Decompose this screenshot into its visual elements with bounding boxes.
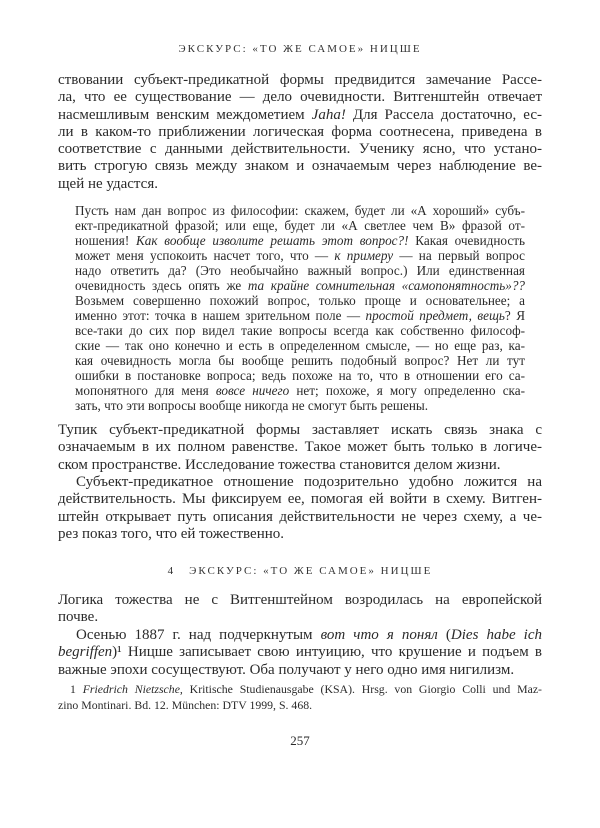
text-segment: Какая очевидность [408, 233, 525, 248]
text-line [58, 609, 542, 626]
text-segment: щей не удастся. [58, 175, 158, 192]
section-title: ЭКСКУРС: «ТО ЖЕ САМОЕ» НИЦШЕ [189, 565, 433, 577]
text-line [75, 353, 525, 368]
text-line [75, 383, 525, 398]
text-segment: Возьмем совершенно похожий вопрос, только проще и основательнее; а [75, 293, 525, 308]
text-line [58, 474, 542, 491]
text-segment: почве. [58, 609, 99, 626]
italic-text: begriffen [58, 644, 113, 661]
text-segment: мопонятного для меня [75, 383, 216, 398]
text-line [58, 439, 542, 456]
text-segment: Для Рассела достаточно, ес- [345, 106, 542, 123]
text-segment: Kritische Studienausgabe (KSA). Hrsg. von Giorgio Colli und Maz- [182, 682, 542, 696]
text-line [58, 457, 542, 474]
text-segment: действительность. Мы фиксируем ее, помогая ей войти в схему. Витген- [58, 491, 542, 508]
text-line [75, 308, 525, 323]
section-number: 4 [167, 565, 176, 577]
italic-text: простой предмет, вещь [365, 308, 505, 323]
running-head: ЭКСКУРС: «ТО ЖЕ САМОЕ» НИЦШЕ [178, 43, 422, 55]
text-line [58, 72, 542, 89]
text-line [75, 203, 525, 218]
text-line [75, 338, 525, 353]
text-line [58, 491, 542, 508]
italic-text: та крайне сомнительная «самопонятность»?? [247, 278, 526, 293]
text-segment: ? Я [504, 308, 525, 323]
text-segment: вить строгую связь между знаком и означаемым через наблюдение ве- [58, 158, 542, 175]
text-line [75, 293, 525, 308]
text-segment: ствовании субъект-предикатной формы предвидится замечание Рассе- [58, 72, 542, 88]
text-segment: насмешливым венским междометием [58, 106, 312, 123]
text-line [58, 158, 542, 175]
text-segment: надо ответить да? (Это необычайно важный вопрос.) Или единственная [75, 263, 525, 278]
text-segment: ект-предикатной фразой; или еще, будет ли «А светлее чем В» фразой от- [75, 218, 525, 233]
italic-text: Friedrich Nietzsche, [82, 682, 183, 696]
text-line [58, 698, 542, 714]
text-segment: все-таки до сих пор видел такие вопросы всегда как собственно философ- [75, 323, 525, 338]
text-segment: ские — так оно конечно и есть в определенном смысле, — но еще раз, ка- [75, 338, 525, 353]
italic-text: к примеру [334, 248, 394, 263]
paragraph [58, 627, 542, 679]
text-segment: штейн открывает путь описания действительности не через схему, а че- [58, 508, 542, 525]
text-segment: важные эпохи сосуществуют. Оба получают у него одно имя нигилизм. [58, 661, 515, 678]
text-segment: очевидность здесь опять же [75, 278, 248, 293]
text-segment: )¹ Ницше записывает свою интуицию, что крушение и подъем в [112, 644, 542, 661]
text-line [58, 176, 542, 193]
italic-text: Jaha! [311, 106, 346, 123]
text-line [58, 627, 542, 644]
text-line [75, 323, 525, 338]
text-segment: ли в каком-то приближении логическая форма соотнесена, приведена в [58, 123, 542, 140]
italic-text: Dies habe ich [450, 627, 543, 643]
text-segment: zino Montinari. Bd. 12. München: DTV 1999, S. 468. [58, 697, 313, 712]
footnote [58, 682, 542, 713]
text-segment: соответствие с данными действительности. Ученику ясно, что устано- [58, 141, 542, 158]
text-segment: означаемым в их полном равенстве. Такое может быть только в логиче- [58, 439, 542, 456]
section-heading [0, 565, 600, 577]
text-segment: Субъект-предикатное отношение подозрительно удобно ложится на [76, 474, 542, 490]
text-segment: 1 [70, 682, 83, 696]
text-segment: может меня успокоить насчет того, что — [75, 248, 335, 263]
text-segment: нет; похоже, я могу определенно ска- [289, 383, 526, 398]
italic-text: вот что я понял [320, 627, 438, 643]
text-segment: Пусть нам дан вопрос из философии: скажем, будет ли «А хороший» субъ- [75, 203, 525, 218]
text-segment: Осенью 1887 г. над подчеркнутым [76, 627, 321, 643]
text-segment: ла, что ее существование — дело очевидности. Витгенштейн отвечает [58, 89, 542, 106]
text-line [58, 107, 542, 124]
text-line [75, 233, 525, 248]
text-line [58, 662, 542, 679]
italic-text: вовсе ничего [215, 383, 290, 398]
text-segment: ском пространстве. Исследование тожества становится делом жизни. [58, 456, 501, 473]
text-line [75, 368, 525, 383]
text-line [58, 682, 542, 698]
text-line [75, 263, 525, 278]
text-line [58, 509, 542, 526]
text-segment: Тупик субъект-предикатной формы заставляет искать связь знака с [58, 422, 542, 438]
text-segment: ношения! [75, 233, 136, 248]
paragraph [58, 474, 542, 543]
text-segment: именно этот: точка в нашем зрительном поле — [75, 308, 366, 323]
text-segment: ( [437, 627, 451, 643]
page-number: 257 [290, 733, 310, 748]
text-line [58, 526, 542, 543]
text-segment: Логика тожества не с Витгенштейном возродилась на европейской [58, 592, 542, 608]
text-line [58, 422, 542, 439]
block-quote [75, 203, 525, 413]
text-segment: — на первый вопрос [393, 248, 526, 263]
text-line [58, 141, 542, 158]
text-line [75, 278, 525, 293]
text-line [58, 124, 542, 141]
italic-text: Как вообще изволите решать этот вопрос?! [136, 233, 409, 248]
text-segment: зать, что эти вопросы вообще никогда не смогут быть решены. [75, 398, 429, 413]
text-line [75, 248, 525, 263]
text-line [58, 89, 542, 106]
text-line [75, 218, 525, 233]
paragraph [58, 422, 542, 474]
text-segment: ошибки в постановке вопроса; ведь похоже на то, что в отношении его са- [75, 368, 525, 383]
text-line [58, 644, 542, 661]
text-segment: рез показ того, что ей тожественно. [58, 525, 285, 542]
paragraph [58, 592, 542, 627]
text-segment: кая очевидность могла бы вообще решить подобный вопрос? Нет ли тут [75, 353, 525, 368]
text-line [58, 592, 542, 609]
paragraph [58, 72, 542, 193]
text-line [75, 398, 525, 413]
